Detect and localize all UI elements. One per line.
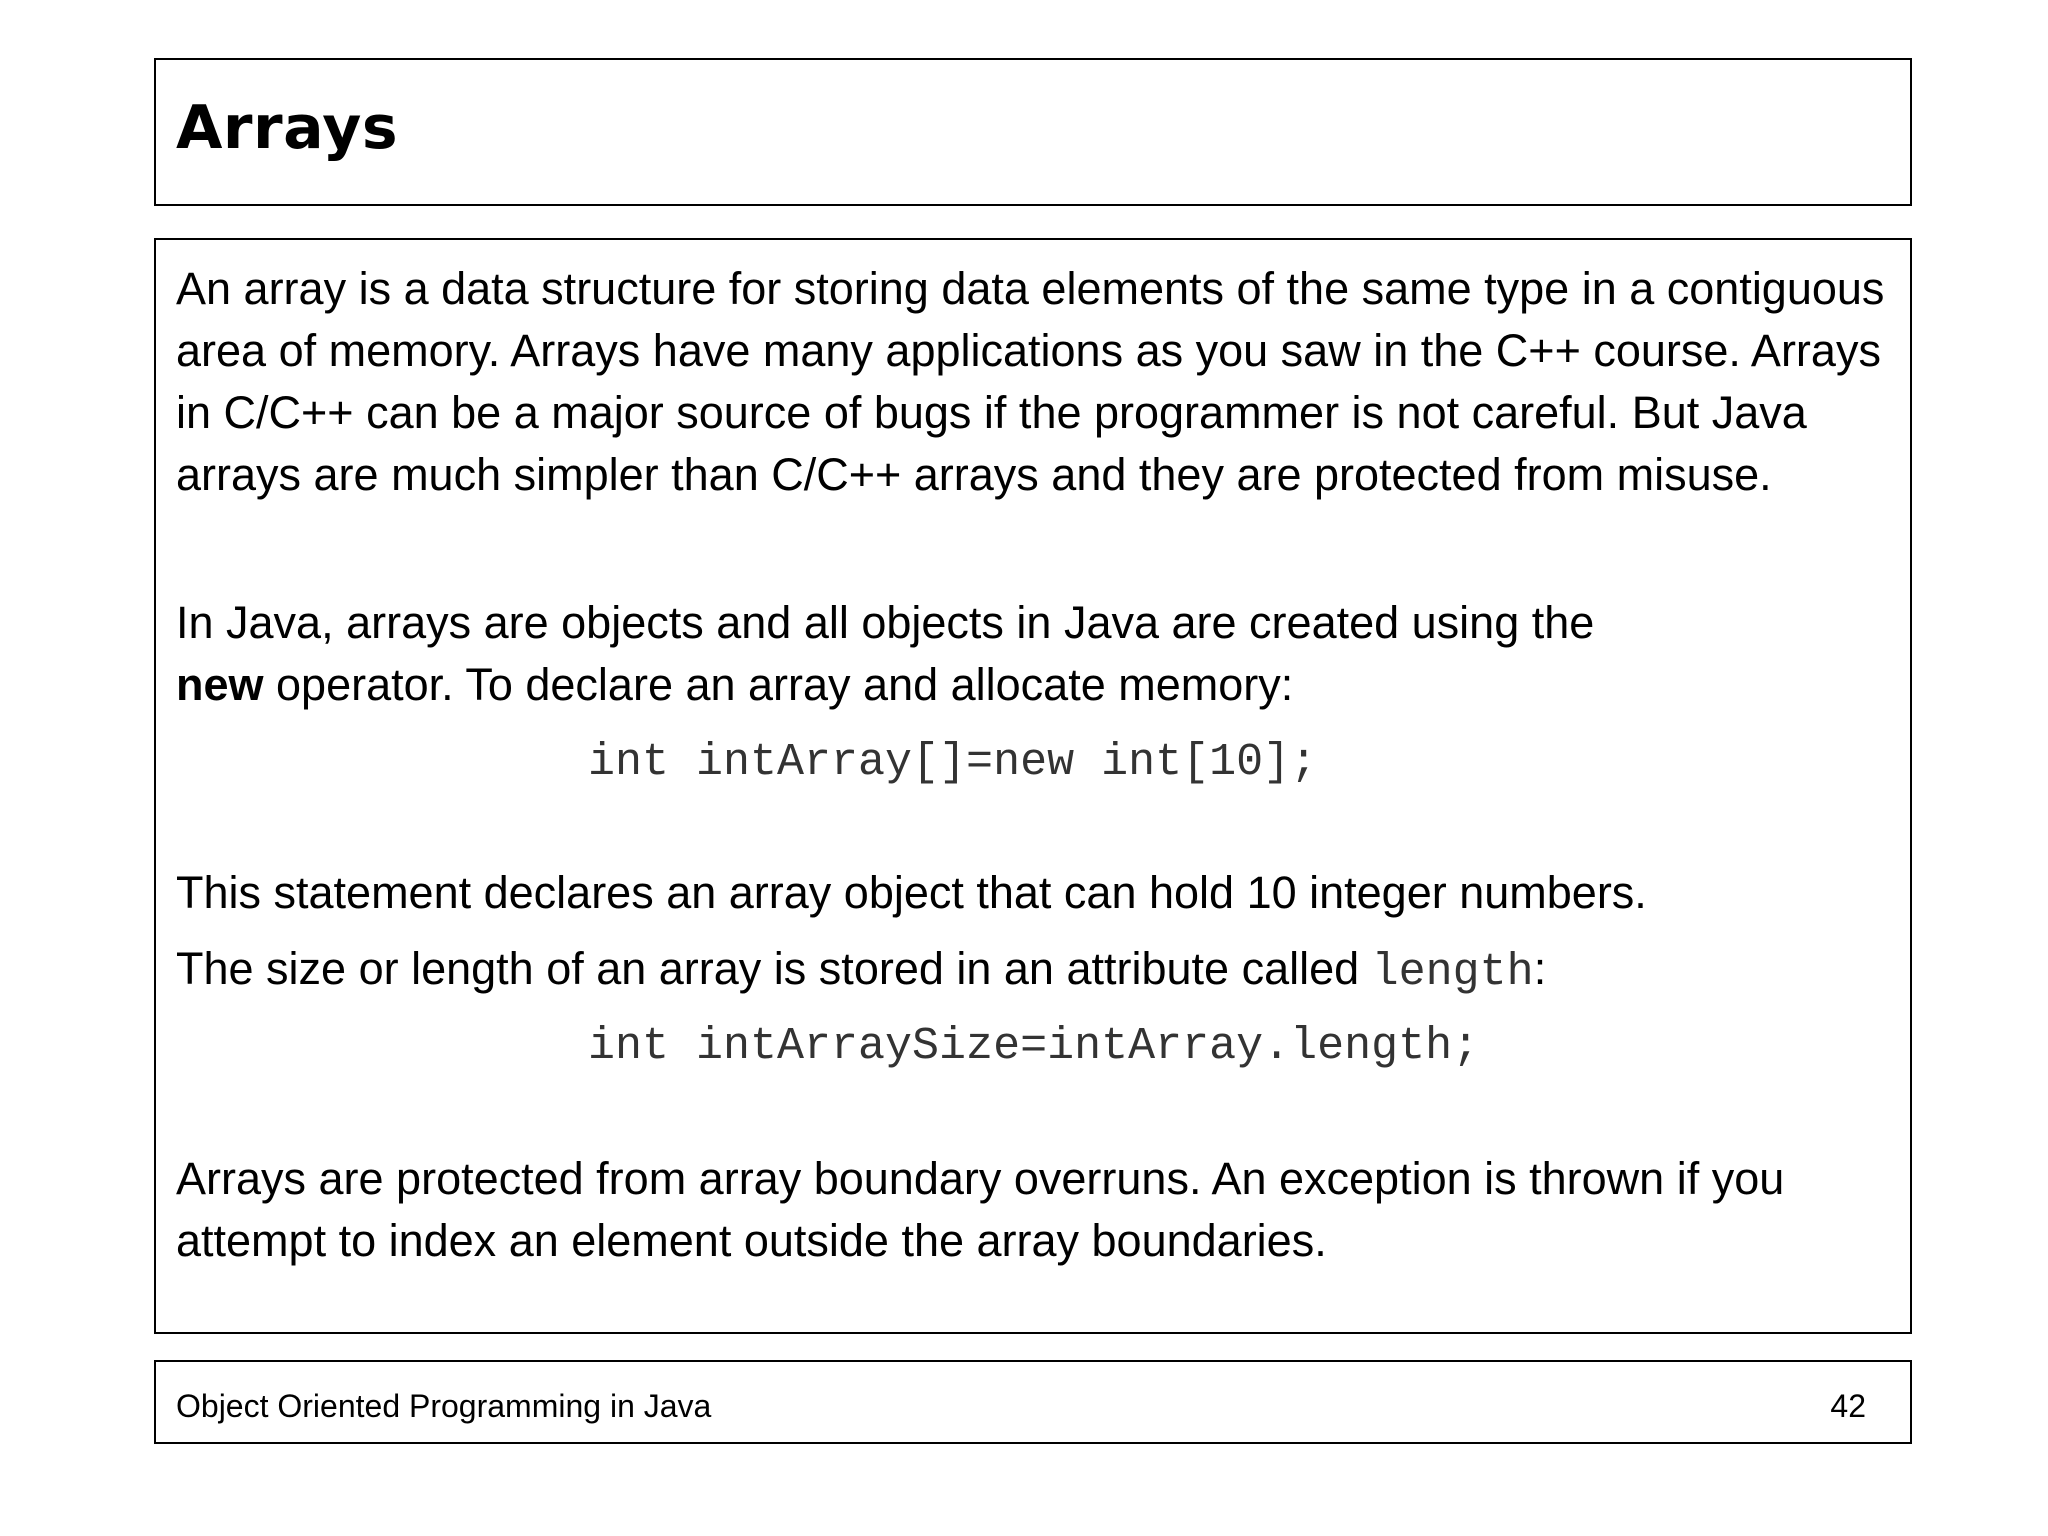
paragraph-java-arrays	[176, 592, 1890, 716]
paragraph-length-attribute	[176, 938, 1890, 1004]
paragraph-java-arrays-intro: In Java, arrays are objects and all objects in Java are created using the	[176, 597, 1595, 648]
title-box	[154, 58, 1912, 206]
keyword-new: new	[176, 659, 264, 710]
footer-course-title: Object Oriented Programming in Java	[176, 1388, 712, 1424]
inline-code-length: length	[1371, 947, 1534, 998]
paragraph-statement-explanation: This statement declares an array object that can hold 10 integer numbers.	[176, 867, 1647, 918]
code-array-length: int intArraySize=intArray.length;	[588, 1021, 1480, 1072]
paragraph-array-definition: An array is a data structure for storing data elements of the same type in a contiguous area of memory. Arrays have many applications as you saw in the C++ course. Arrays in C/C++ can be a major source of bugs if the programmer is not careful. But Java arrays are much simpler than C/C++ arrays and they are protected from misuse.	[176, 263, 1885, 500]
paragraph-java-arrays-rest: operator. To declare an array and allocate memory:	[263, 659, 1294, 710]
page-number: 42	[1830, 1388, 1866, 1424]
paragraph-length-text: The size or length of an array is stored in an attribute called	[176, 943, 1372, 994]
footer-box	[154, 1360, 1912, 1444]
slide-body	[176, 258, 1890, 1272]
code-array-declaration: int intArray[]=new int[10];	[588, 737, 1318, 788]
paragraph-length-end: :	[1533, 943, 1547, 994]
content-box	[154, 238, 1912, 1334]
paragraph-boundary-protection: Arrays are protected from array boundary overruns. An exception is thrown if you attempt to index an element outside the array boundaries.	[176, 1153, 1785, 1266]
slide-title: Arrays	[176, 93, 399, 163]
